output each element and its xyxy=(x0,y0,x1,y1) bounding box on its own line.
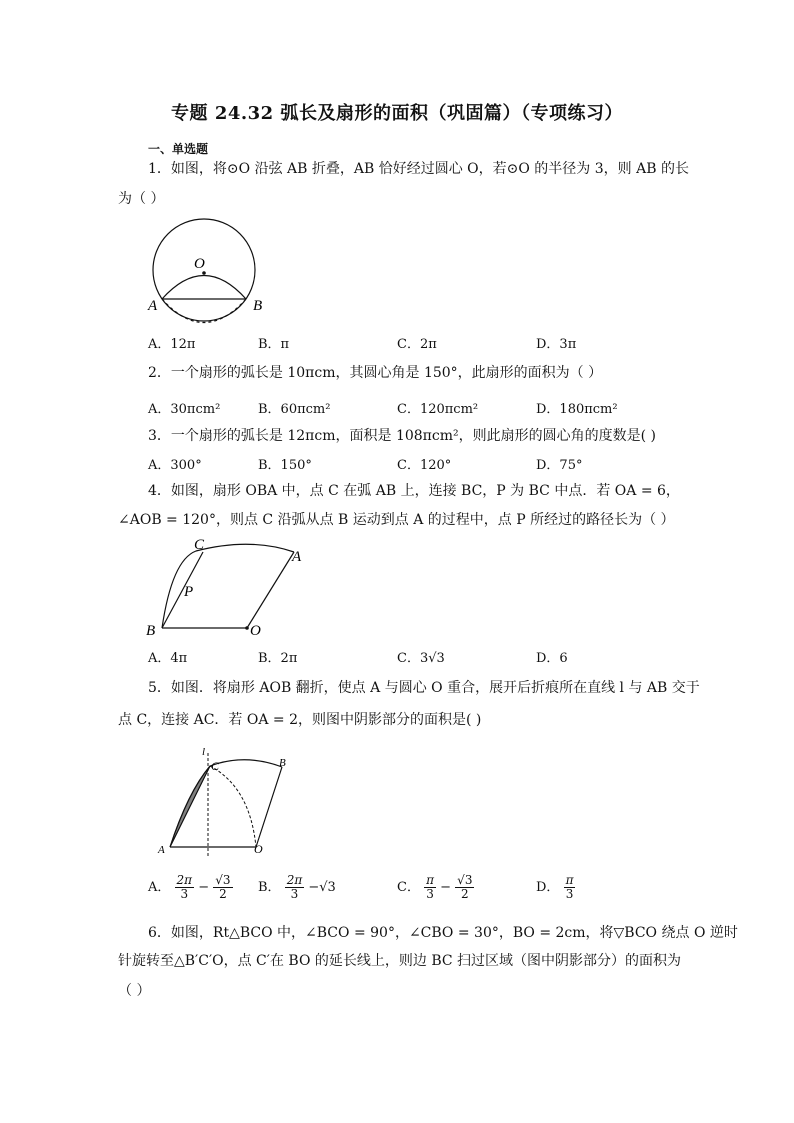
q4-label-c: C xyxy=(194,537,205,553)
q4-option-a[interactable]: A．4π xyxy=(148,651,188,666)
q5-option-d[interactable] xyxy=(536,874,575,901)
q5-arc-ab xyxy=(170,760,282,847)
q4-figure xyxy=(140,535,310,640)
q5-option-c-frac1: $\frac{\pi}{3}$ xyxy=(426,873,434,901)
q6-stem-line3: （ ） xyxy=(118,983,151,999)
section-heading: 一、单选题 xyxy=(148,142,209,156)
q5-option-a-op: − xyxy=(198,880,210,895)
q3-option-a[interactable]: A．300° xyxy=(148,458,202,473)
q3-option-c[interactable]: C．120° xyxy=(397,458,452,473)
q4-point-o-dot xyxy=(245,626,249,630)
q5-option-c[interactable] xyxy=(397,874,474,901)
q5-option-b-tail: −√3 xyxy=(308,880,336,895)
q1-option-b[interactable]: B．π xyxy=(258,337,290,352)
q3-stem: 3．一个扇形的弧长是 12πcm，面积是 108πcm²，则此扇形的圆心角的度数是( ) xyxy=(148,428,656,444)
q4-label-a: A xyxy=(292,549,302,565)
q4-label-b: B xyxy=(146,623,156,639)
q4-option-b[interactable]: B．2π xyxy=(258,651,298,666)
q4-stem-line2: ∠AOB = 120°，则点 C 沿弧从点 B 运动到点 A 的过程中，点 P 所经过的路径长为（ ） xyxy=(118,512,675,528)
q3-option-b[interactable]: B．150° xyxy=(258,458,312,473)
q5-option-b-frac1: $\frac{2\pi}{3}$ xyxy=(286,873,303,901)
q5-option-c-frac2: $\frac{√3}{2}$ xyxy=(457,873,473,901)
q4-option-d[interactable]: D．6 xyxy=(536,651,568,666)
q1-label-a: A xyxy=(148,298,158,314)
q4-label-p: P xyxy=(184,584,194,600)
q4-arc-ba xyxy=(162,544,294,628)
q2-option-c[interactable]: C．120πcm² xyxy=(397,402,479,417)
q5-option-c-op: − xyxy=(440,880,452,895)
q4-option-c[interactable]: C．3√3 xyxy=(397,651,445,666)
q2-option-d[interactable]: D．180πcm² xyxy=(536,402,618,417)
q5-label-a: A xyxy=(158,844,165,856)
q4-label-o: O xyxy=(250,623,261,639)
q1-stem-line1: 1．如图，将⊙O 沿弦 AB 折叠，AB 恰好经过圆心 O，若⊙O 的半径为 3，则 AB 的长 xyxy=(148,161,689,177)
q1-label-o: O xyxy=(194,256,205,272)
q3-option-d[interactable]: D．75° xyxy=(536,458,583,473)
q5-label-l: l xyxy=(202,746,206,758)
q4-stem-line1: 4．如图，扇形 OBA 中，点 C 在弧 AB 上，连接 BC，P 为 BC 中点．若 OA = 6， xyxy=(148,483,680,499)
q5-option-a[interactable] xyxy=(148,874,233,901)
q5-chord-ac xyxy=(170,766,210,847)
q5-option-a-prefix: A． xyxy=(148,880,171,895)
q1-option-c[interactable]: C．2π xyxy=(397,337,437,352)
q5-dashed-arc xyxy=(210,766,256,847)
q1-dashed-arc xyxy=(162,299,246,323)
q4-segment-bc xyxy=(162,552,203,628)
q2-option-b[interactable]: B．60πcm² xyxy=(258,402,331,417)
q2-stem: 2．一个扇形的弧长是 10πcm，其圆心角是 150°，此扇形的面积为（ ） xyxy=(148,365,603,381)
q5-label-c: C xyxy=(211,759,220,773)
q1-figure xyxy=(140,210,280,330)
q5-label-o: O xyxy=(254,842,263,856)
q4-radius-oa xyxy=(247,552,294,628)
q5-label-b: B xyxy=(279,757,286,769)
q5-option-a-frac1: $\frac{2\pi}{3}$ xyxy=(176,873,193,901)
q5-option-a-frac2: $\frac{√3}{2}$ xyxy=(215,873,231,901)
q2-option-a[interactable]: A．30πcm² xyxy=(148,402,221,417)
q5-radius-ob xyxy=(256,767,282,847)
q5-option-c-prefix: C． xyxy=(397,880,420,895)
q5-option-d-prefix: D． xyxy=(536,880,560,895)
q1-option-a[interactable]: A．12π xyxy=(148,337,196,352)
q1-option-d[interactable]: D．3π xyxy=(536,337,577,352)
q1-stem-line2: 为（ ） xyxy=(118,191,165,207)
q5-option-b-prefix: B． xyxy=(258,880,281,895)
q6-stem-line2: 针旋转至△B′C′O，点 C′在 BO 的延长线上，则边 BC 扫过区域（图中阴影部分）的面积为 xyxy=(118,953,682,969)
q5-option-d-frac1: $\frac{\pi}{3}$ xyxy=(565,873,574,901)
page-title: 专题 24.32 弧长及扇形的面积（巩固篇）（专项练习） xyxy=(171,103,623,124)
q5-figure xyxy=(150,747,300,862)
q5-stem-line2: 点 C，连接 AC．若 OA = 2，则图中阴影部分的面积是( ) xyxy=(118,712,482,728)
q5-option-b[interactable] xyxy=(258,874,336,901)
q5-stem-line1: 5．如图．将扇形 AOB 翻折，使点 A 与圆心 O 重合，展开后折痕所在直线 l 与 AB 交于 xyxy=(148,680,700,696)
q1-label-b: B xyxy=(253,298,263,314)
q1-folded-arc xyxy=(162,276,246,300)
q6-stem-line1: 6．如图，Rt△BCO 中，∠BCO = 90°，∠CBO = 30°，BO = 2cm，将▽BCO 绕点 O 逆时 xyxy=(148,925,738,941)
